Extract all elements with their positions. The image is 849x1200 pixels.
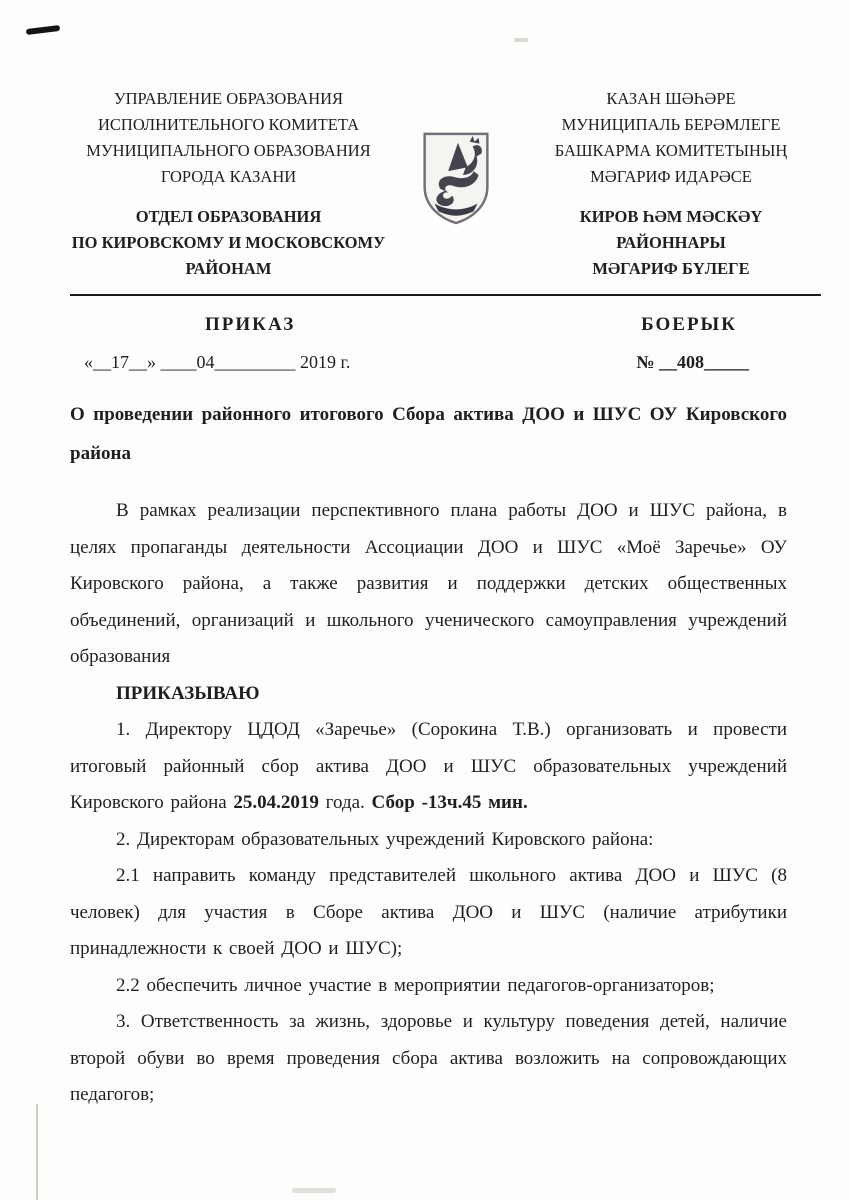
scan-artifact-speck [514, 38, 528, 42]
order-meta-row [0, 352, 849, 373]
document-body [0, 395, 849, 1114]
letterhead-dept-line: МӘГАРИФ БҮЛЕГЕ [592, 259, 750, 278]
letterhead-gap [56, 190, 401, 204]
order-date: «__17__» ____04_________ 2019 г. [84, 352, 351, 372]
letterhead-dept-line: РАЙОНАМ [185, 259, 272, 278]
coat-of-arms-icon [420, 128, 492, 226]
order-heading-row [0, 314, 849, 336]
letterhead-dept-line: ОТДЕЛ ОБРАЗОВАНИЯ [135, 207, 322, 226]
order-item-2-2: 2.2 обеспечить личное участие в мероприятии педагогов-организаторов; [116, 974, 715, 996]
letterhead-line: ИСПОЛНИТЕЛЬНОГО КОМИТЕТА [98, 115, 359, 134]
letterhead-line: ГОРОДА КАЗАНИ [160, 167, 297, 186]
letterhead-line: МУНИЦИПАЛЬНОГО ОБРАЗОВАНИЯ [86, 141, 371, 160]
letterhead-dept-line: КИРОВ ҺӘМ МӘСКӘҮ [579, 207, 763, 226]
order-item-3: 3. Ответственность за жизнь, здоровье и культуру поведения детей, наличие второй обуви во время проведения сбора актива возложить на сопровождающих педагогов; [70, 1011, 787, 1105]
item-1-text: года. [318, 792, 372, 813]
order-item-2: 2. Директорам образовательных учреждений Кировского района: [116, 828, 654, 850]
header-divider [70, 294, 821, 296]
item-1-time: Сбор -13ч.45 мин. [371, 792, 528, 813]
letterhead-line: МУНИЦИПАЛЬ БЕРӘМЛЕГЕ [561, 115, 781, 134]
item-1-text: 1. Директору ЦДОД «Заречье» (Сорокина Т.В.) организовать и провести итоговый районный сбор актива ДОО и ШУС образовательных учреждений Кировского района [70, 719, 787, 813]
letterhead-line: КАЗАН ШӘҺӘРЕ [606, 89, 736, 108]
order-item-1 [70, 712, 787, 822]
letterhead-line: УПРАВЛЕНИЕ ОБРАЗОВАНИЯ [113, 89, 344, 108]
prikazyvayu-heading: ПРИКАЗЫВАЮ [116, 682, 260, 704]
order-label-ru: ПРИКАЗ [205, 314, 296, 335]
scan-artifact-smudge [292, 1188, 336, 1193]
letterhead-line: МӘГАРИФ ИДАРӘСЕ [590, 167, 752, 186]
letterhead-dept-line: ПО КИРОВСКОМУ И МОСКОВСКОМУ [71, 233, 386, 252]
letterhead-russian [56, 86, 401, 282]
letterhead-gap [511, 190, 831, 204]
item-1-date: 25.04.2019 [233, 792, 319, 813]
letterhead [0, 0, 849, 282]
intro-paragraph: В рамках реализации перспективного плана работы ДОО и ШУС района, в целях пропаганды деятельности Ассоциации ДОО и ШУС «Моё Заречье» ОУ Кировского района, а также развития и поддержки детских общественных объединений, организаций и школьного ученического самоуправления учреждений образования [70, 500, 787, 667]
letterhead-tatar [511, 86, 831, 282]
order-label-tat: БОЕРЫК [641, 314, 737, 335]
letterhead-line: БАШКАРМА КОМИТЕТЫНЫҢ [554, 141, 788, 160]
order-item-2-1: 2.1 направить команду представителей школьного актива ДОО и ШУС (8 человек) для участия в Сборе актива ДОО и ШУС (наличие атрибутики принадлежности к своей ДОО и ШУС); [70, 865, 787, 959]
order-number: № __408_____ [636, 352, 749, 372]
scan-artifact-edge [36, 1104, 38, 1200]
kazan-coat-of-arms [401, 86, 511, 282]
letterhead-dept-line: РАЙОННАРЫ [616, 233, 726, 252]
order-title: О проведении районного итогового Сбора актива ДОО и ШУС ОУ Кировского района [70, 404, 787, 464]
